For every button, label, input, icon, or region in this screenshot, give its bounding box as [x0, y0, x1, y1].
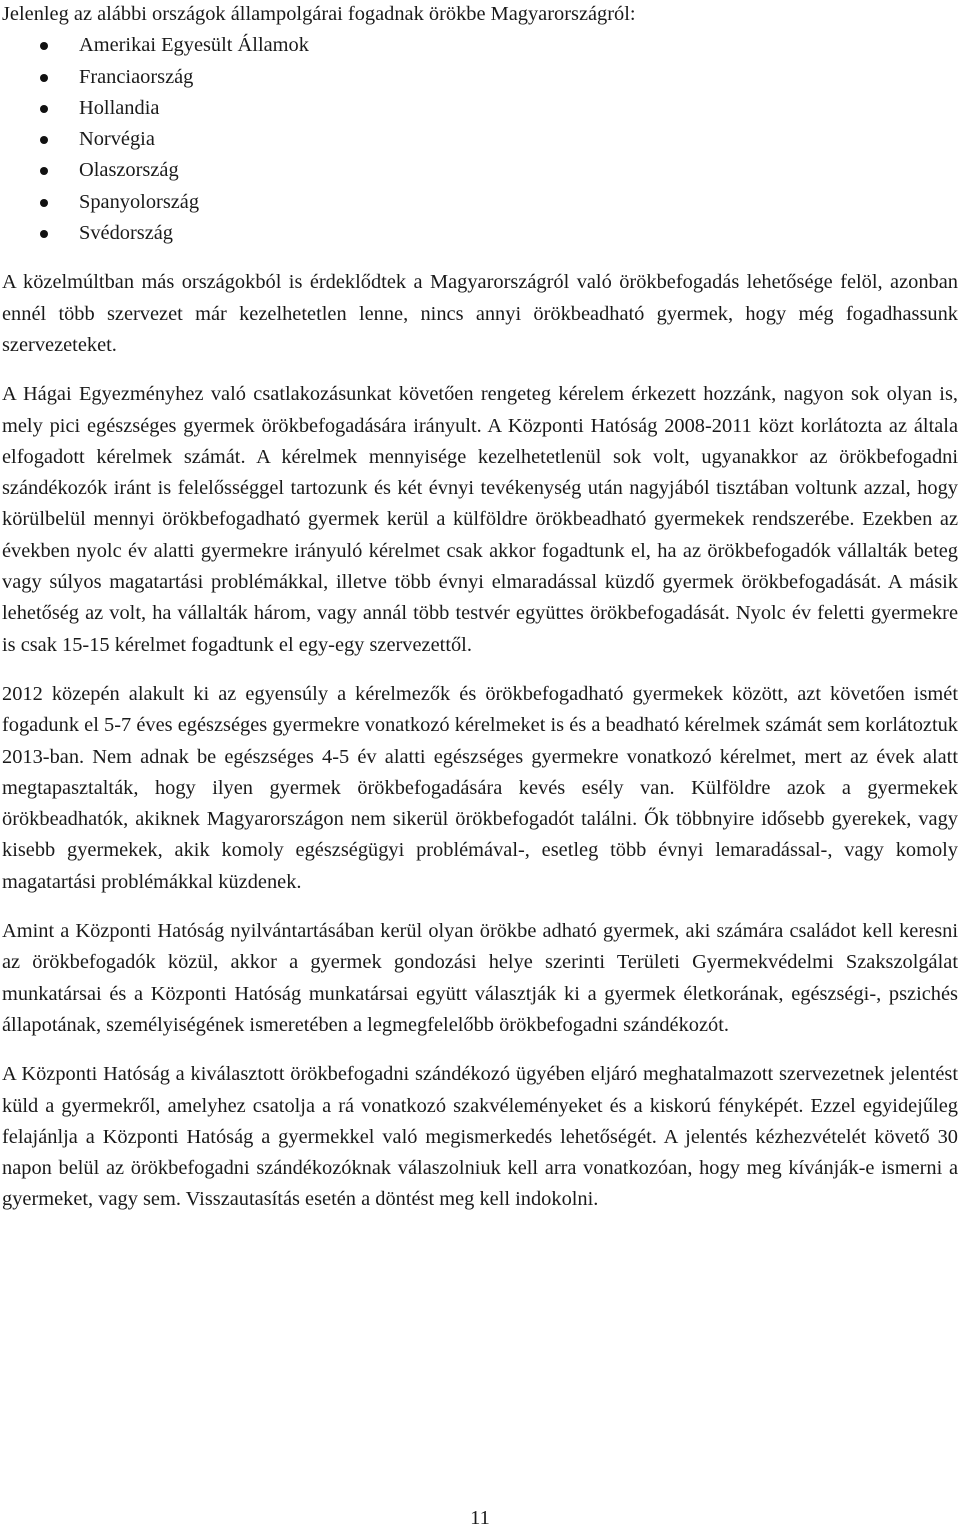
country-name: Hollandia [79, 96, 160, 119]
paragraph-interest: A közelmúltban más országokból is érdeklődtek a Magyarországról való örökbefogadás lehetősége felöl, azonban ennél több szervezet már kezelhetetlen lenne, nincs annyi örökbeadható gyermek, hogy még fogadhassunk szervezeteket. [2, 271, 958, 356]
bullet-icon [40, 199, 48, 207]
intro-text: Jelenleg az alábbi országok állampolgárai fogadnak örökbe Magyarországról: [2, 3, 636, 25]
paragraph-hague-convention: A Hágai Egyezményhez való csatlakozásunkat követően rengeteg kérelem érkezett hozzánk, nagyon sok olyan is, mely pici egészséges gyermek örökbefogadására irányult. A Központi Hatóság 2008-2011 közt korlátozta az általa elfogadott kérelmek számát. A kérelmek mennyisége kezelhetetlenül sok volt, ugyanakkor az örökbefogadni szándékozók iránt is felelősséggel tartozunk és két évnyi tevékenység után nagyjából tisztában voltunk azzal, hogy körülbelül mennyi örökbefogadható gyermek kerül a külföldre örökbeadható gyermekek rendszerébe. Ezekben az években nyolc év alatti gyermekre irányuló kérelmet csak akkor fogadtunk el, ha az örökbefogadók vállalták beteg vagy súlyos magatartási problémákkal, illetve több évnyi elmaradással küzdő gyermek örökbefogadását. A másik lehetőség az volt, ha vállalták három, vagy annál több testvér együttes örökbefogadását. Nyolc év feletti gyermekre is csak 15-15 kérelmet fogadtunk el egy-egy szervezettől. [2, 383, 958, 656]
bullet-icon [40, 74, 48, 82]
list-item [2, 93, 958, 124]
list-item [2, 155, 958, 186]
country-name: Franciaország [79, 65, 194, 88]
paragraph-matching: Amint a Központi Hatóság nyilvántartásában kerül olyan örökbe adható gyermek, aki számára családot kell keresni az örökbefogadók közül, akkor a gyermek gondozási helye szerinti Területi Gyermekvédelmi Szakszolgálat munkatársai és a Központi Hatóság munkatársai együtt választják ki a gyermek életkorának, egészségi-, pszichés állapotának, személyiségének ismeretében a legmegfelelőbb örökbefogadni szándékozót. [2, 920, 958, 1036]
bullet-icon [40, 136, 48, 144]
paragraph-report: A Központi Hatóság a kiválasztott örökbefogadni szándékozó ügyében eljáró meghatalmazott szervezetnek jelentést küld a gyermekről, amelyhez csatolja a rá vonatkozó szakvéleményeket és a kiskorú fényképét. Ezzel egyidejűleg felajánlja a Központi Hatóság a gyermekkel való megismerkedés lehetőségét. A jelentés kézhezvételét követő 30 napon belül az örökbefogadni szándékozóknak válaszolniuk kell arra vonatkozóan, hogy meg kívánják-e ismerni a gyermeket, vagy sem. Visszautasítás esetén a döntést meg kell indokolni. [2, 1063, 958, 1211]
paragraph-balance-2012: 2012 közepén alakult ki az egyensúly a kérelmezők és örökbefogadható gyermekek között, azt követően ismét fogadunk el 5-7 éves egészséges gyermekre vonatkozó kérelmeket is és a beadható kérelmek számát sem korlátoztuk 2013-ban. Nem adnak be egészséges 4-5 év alatti egészséges gyermekre vonatkozó kérelmet, mert az évek alatt megtapasztalták, hogy ilyen gyermek örökbefogadására kevés esély van. Külföldre azok a gyermekek örökbeadhatók, akiknek Magyarországon nem sikerül örökbefogadót találni. Ők többnyire idősebb gyerekek, vagy kisebb gyermekek, akik komoly egészségügyi problémával-, esetleg több évnyi lemaradással-, vagy komoly magatartási problémákkal küzdenek. [2, 682, 958, 893]
country-name: Olaszország [79, 159, 179, 182]
country-list [2, 30, 958, 249]
list-item [2, 62, 958, 93]
list-item [2, 187, 958, 218]
country-name: Amerikai Egyesült Államok [79, 34, 309, 57]
page-number: 11 [470, 1507, 490, 1529]
country-name: Norvégia [79, 128, 155, 151]
country-name: Svédország [79, 222, 173, 245]
bullet-icon [40, 105, 48, 113]
bullet-icon [40, 230, 48, 238]
list-item [2, 30, 958, 61]
list-item [2, 124, 958, 155]
country-name: Spanyolország [79, 190, 200, 213]
bullet-icon [40, 167, 48, 175]
bullet-icon [40, 42, 48, 50]
list-item [2, 218, 958, 249]
document-page [2, 0, 958, 1216]
